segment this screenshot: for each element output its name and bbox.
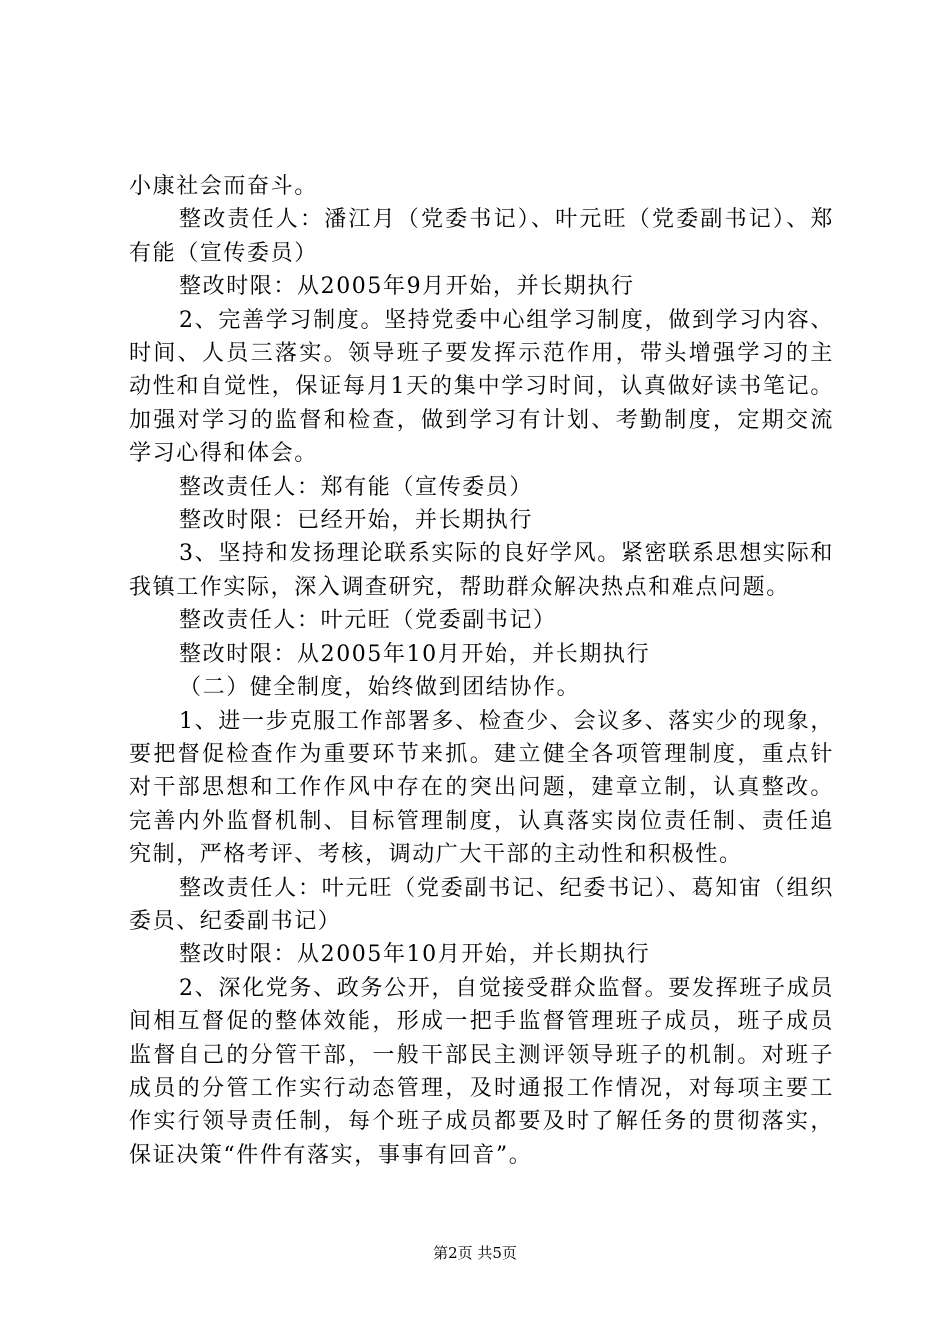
page-footer: 第2页 共5页: [433, 1244, 517, 1262]
paragraph: 整改时限：从2005年10月开始，并长期执行: [179, 641, 651, 667]
paragraph: 整改责任人：郑有能（宣传委员）: [179, 474, 534, 500]
paragraph: 1、进一步克服工作部署多、检查少、会议多、落实少的现象，要把督促检查作为重要环节来抓。建立健全各项管理制度，重点针对干部思想和工作作风中存在的突出问题，建章立制，认真整改。完善内外监督机制、目标管理制度，认真落实岗位责任制、责任追究制，严格考评、考核，调动广大干部的主动性和积极性。: [129, 708, 834, 868]
paragraph: 小康社会而奋斗。: [129, 174, 318, 199]
paragraph: 整改时限：已经开始，并长期执行: [179, 508, 534, 534]
paragraph: （二）健全制度，始终做到团结协作。: [179, 675, 581, 701]
paragraph: 整改时限：从2005年10月开始，并长期执行: [179, 942, 651, 968]
paragraph: 整改责任人：叶元旺（党委副书记、纪委书记）、葛知宙（组织委员、纪委副书记）: [129, 875, 834, 934]
paragraph: 2、深化党务、政务公开，自觉接受群众监督。要发挥班子成员间相互督促的整体效能，形成一把手监督管理班子成员，班子成员监督自己的分管干部，一般干部民主测评领导班子的机制。对班子成员的分管工作实行动态管理，及时通报工作情况，对每项主要工作实行领导责任制，每个班子成员都要及时了解任务的贯彻落实，保证决策“件件有落实，事事有回音”。: [129, 975, 834, 1168]
paragraph: 整改责任人：叶元旺（党委副书记）: [179, 608, 557, 634]
paragraph: 整改责任人：潘江月（党委书记）、叶元旺（党委副书记）、郑有能（宣传委员）: [129, 207, 834, 266]
paragraph: 整改时限：从2005年9月开始，并长期执行: [179, 274, 635, 300]
document-body: [129, 170, 834, 1172]
paragraph: 3、坚持和发扬理论联系实际的良好学风。紧密联系思想实际和我镇工作实际，深入调查研究，帮助群众解决热点和难点问题。: [129, 541, 834, 600]
paragraph: 2、完善学习制度。坚持党委中心组学习制度，做到学习内容、时间、人员三落实。领导班子要发挥示范作用，带头增强学习的主动性和自觉性，保证每月1天的集中学习时间，认真做好读书笔记。加强对学习的监督和检查，做到学习有计划、考勤制度，定期交流学习心得和体会。: [129, 307, 834, 467]
